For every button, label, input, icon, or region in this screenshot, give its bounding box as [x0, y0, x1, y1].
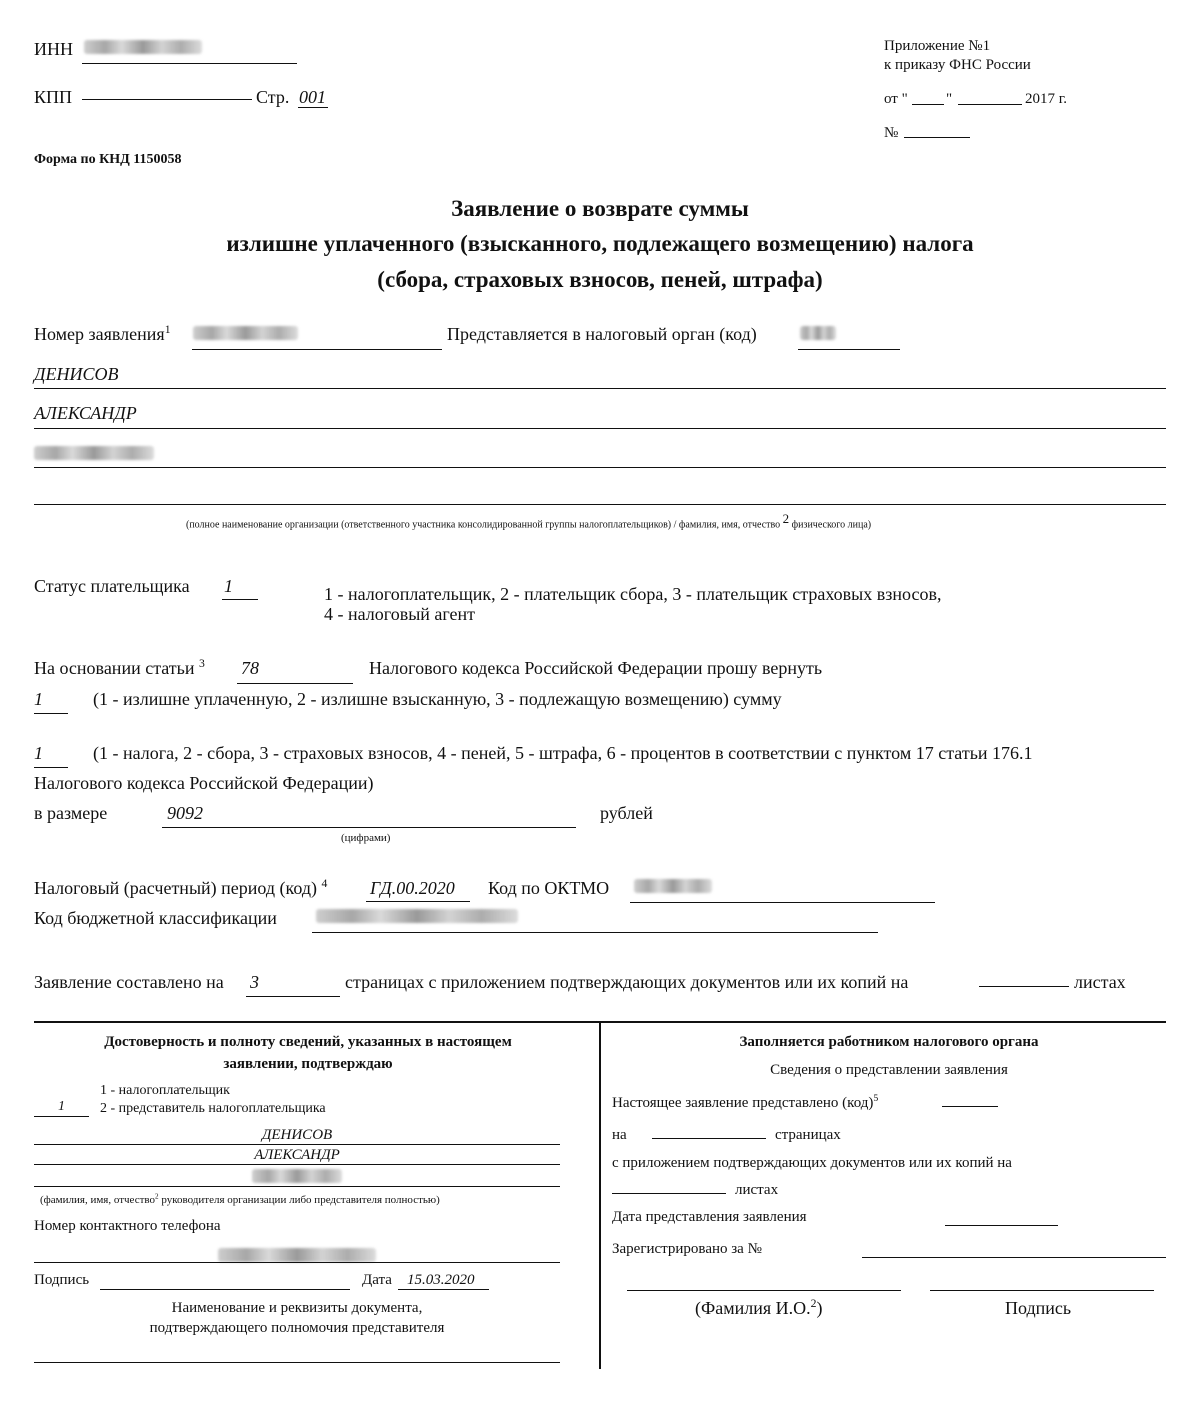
on-label: на: [612, 1127, 627, 1143]
inn-line: [82, 63, 297, 64]
fio-label-text: (Фамилия И.О.: [695, 1298, 811, 1318]
signer-opt2: 2 - представитель налогоплательщика: [100, 1101, 326, 1116]
attachments-line: [612, 1193, 726, 1194]
kbk-line: [312, 932, 878, 933]
oktmo-label: Код по ОКТМО: [488, 878, 610, 898]
page-number: 001: [299, 87, 326, 107]
tax-office-redacted: [800, 326, 836, 340]
submission-date-label: Дата представления заявления: [612, 1209, 807, 1225]
right-subheading: Сведения о представлении заявления: [770, 1062, 1008, 1078]
basis-label-text: На основании статьи: [34, 658, 195, 678]
period-label-text: Налоговый (расчетный) период (код): [34, 878, 318, 898]
payment-type-line: [34, 767, 68, 768]
status-value: 1: [224, 576, 233, 596]
refund-type-help: (1 - излишне уплаченную, 2 - излишне взысканную, 3 - подлежащую возмещению) сумму: [93, 689, 782, 709]
period-line: [366, 901, 470, 902]
pages-label: страницах: [775, 1127, 841, 1143]
fio-label: [695, 1297, 822, 1319]
basis-article-line: [237, 683, 353, 684]
signer-line: [34, 1116, 89, 1117]
amount-unit: рублей: [600, 803, 653, 823]
basis-text: Налогового кодекса Российской Федерации прошу вернуть: [369, 658, 823, 678]
basis-label: [34, 657, 205, 679]
phone-label: Номер контактного телефона: [34, 1218, 221, 1234]
refund-type-value: 1: [34, 689, 43, 709]
period-sup: 4: [321, 877, 328, 890]
submission-date-line: [945, 1225, 1058, 1226]
right-heading: Заполняется работником налогового органа: [739, 1034, 1039, 1050]
applicant-caption-a: (полное наименование организации (ответственного участника консолидированной группы налогоплательщиков) / фамилия, имя, отчество: [186, 519, 781, 531]
kbk-label: Код бюджетной классификации: [34, 908, 277, 928]
pages-prefix: Заявление составлено на: [34, 972, 224, 992]
application-number-text: Номер заявления: [34, 324, 165, 344]
sheets-label: листах: [735, 1182, 779, 1198]
appendix-no-line: [904, 137, 970, 138]
title-line3: (сбора, страховых взносов, пеней, штрафа): [377, 267, 823, 292]
doc-line2: подтверждающего полномочия представителя: [149, 1320, 445, 1336]
amount-caption: (цифрами): [341, 832, 391, 844]
applicant-name: АЛЕКСАНДР: [34, 403, 137, 423]
date-label: Дата: [362, 1272, 392, 1288]
left-line1: [34, 1144, 560, 1145]
applicant-line1: [34, 388, 1166, 389]
applicant-caption: [186, 511, 872, 531]
registered-label: Зарегистрировано за №: [612, 1241, 762, 1257]
left-line3: [34, 1186, 560, 1187]
pages-line: [246, 996, 340, 997]
status-label: Статус плательщика: [34, 576, 190, 596]
amount-line: [162, 827, 576, 828]
left-caption-a: (фамилия, имя, отчество: [40, 1194, 156, 1206]
payment-type-help-2: Налогового кодекса Российской Федерации): [34, 773, 374, 793]
applicant-caption-b: физического лица): [791, 519, 872, 531]
payment-type-value: 1: [34, 743, 43, 763]
date-value: 15.03.2020: [407, 1272, 475, 1288]
appendix-year: 2017 г.: [1025, 91, 1067, 107]
period-label: [34, 877, 327, 899]
on-line: [652, 1138, 766, 1139]
applicant-line3: [34, 467, 1166, 468]
form-code: Форма по КНД 1150058: [34, 152, 182, 167]
left-surname: ДЕНИСОВ: [261, 1127, 333, 1143]
submitted-label-text: Настоящее заявление представлено (код): [612, 1095, 874, 1111]
sheets-line: [979, 986, 1069, 987]
refund-type-line: [34, 713, 68, 714]
payment-type-help-1: (1 - налога, 2 - сбора, 3 - страховых взносов, 4 - пеней, 5 - штрафа, 6 - процентов в соответствии с пунктом 17 статьи 176.1: [93, 743, 1033, 763]
basis-article: 78: [241, 658, 259, 678]
pages-suffix: листах: [1074, 972, 1126, 992]
signer-value: 1: [58, 1099, 65, 1114]
fio-sup: 2: [810, 1297, 817, 1310]
phone-redacted: [218, 1248, 376, 1262]
tax-office-line: [798, 349, 900, 350]
amount-label: в размере: [34, 803, 108, 823]
applicant-line2: [34, 428, 1166, 429]
officer-signature-label: Подпись: [1005, 1298, 1072, 1318]
applicant-line4: [34, 504, 1166, 505]
kbk-redacted: [316, 909, 518, 923]
application-number-sup: 1: [164, 323, 171, 336]
left-caption: [40, 1194, 440, 1207]
appendix-day-line: [912, 104, 944, 105]
left-patronymic-redacted: [252, 1169, 342, 1183]
signer-opt1: 1 - налогоплательщик: [100, 1083, 230, 1098]
basis-sup: 3: [199, 657, 205, 670]
submitted-sup: 5: [873, 1093, 879, 1104]
appendix-line1: Приложение №1: [884, 38, 991, 54]
date-line: [398, 1289, 489, 1290]
pages-middle: страницах с приложением подтверждающих документов или их копий на: [345, 972, 909, 992]
submitted-label: [612, 1094, 878, 1112]
kpp-label: КПП: [34, 87, 73, 107]
attachments-label: с приложением подтверждающих документов или их копий на: [612, 1155, 1012, 1171]
oktmo-redacted: [634, 879, 712, 893]
doc-line: [34, 1362, 560, 1363]
appendix-month-line: [958, 104, 1022, 105]
left-name: АЛЕКСАНДР: [254, 1147, 340, 1163]
appendix-from-prefix: от ": [884, 91, 908, 107]
appendix-no: №: [884, 125, 899, 141]
status-help-line1: 1 - налогоплательщик, 2 - плательщик сбора, 3 - плательщик страховых взносов,: [324, 584, 942, 604]
title-line1: Заявление о возврате суммы: [451, 196, 749, 221]
signature-label: Подпись: [34, 1272, 90, 1288]
inn-label: ИНН: [34, 39, 73, 59]
title-line2: излишне уплаченного (взысканного, подлежащего возмещению) налога: [226, 231, 974, 256]
left-heading-line1: Достоверность и полноту сведений, указанных в настоящем: [104, 1034, 512, 1050]
fio-line: [627, 1290, 901, 1291]
oktmo-line: [630, 902, 935, 903]
kpp-line: [82, 99, 252, 100]
page-line: [298, 107, 328, 108]
inn-redacted: [84, 40, 202, 54]
period-value: ГД.00.2020: [370, 878, 455, 898]
application-number-label: [34, 323, 171, 345]
applicant-caption-sup: 2: [782, 511, 790, 526]
application-number-line: [192, 349, 442, 350]
left-line2: [34, 1164, 560, 1165]
doc-line1: Наименование и реквизиты документа,: [171, 1300, 423, 1316]
officer-signature-line: [930, 1290, 1154, 1291]
amount-value: 9092: [167, 803, 203, 823]
fio-close: ): [816, 1298, 823, 1318]
status-line: [222, 599, 258, 600]
left-caption-b: руководителя организации либо представителя полностью): [161, 1194, 440, 1206]
registered-line: [862, 1257, 1166, 1258]
tax-office-label: Представляется в налоговый орган (код): [447, 324, 757, 344]
application-number-redacted: [193, 326, 298, 340]
applicant-patronymic-redacted: [34, 446, 154, 460]
appendix-from-mid: ": [946, 91, 953, 107]
status-help-line2: 4 - налоговый агент: [324, 604, 476, 624]
submitted-line: [942, 1106, 998, 1107]
left-caption-sup: 2: [155, 1192, 159, 1201]
page-label: Стр.: [256, 87, 290, 107]
phone-line: [34, 1262, 560, 1263]
bottom-vertical-divider: [599, 1021, 601, 1369]
appendix-line2: к приказу ФНС России: [884, 57, 1031, 73]
pages-value: 3: [250, 972, 259, 992]
left-heading-line2: заявлении, подтверждаю: [223, 1056, 393, 1072]
signature-line: [100, 1289, 350, 1290]
applicant-surname: ДЕНИСОВ: [34, 364, 119, 384]
